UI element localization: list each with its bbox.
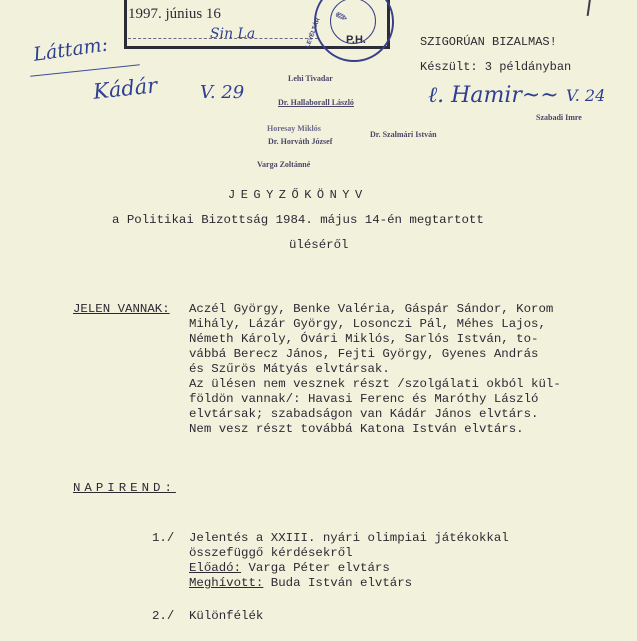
copies-label: Készült: 3 példányban xyxy=(420,60,572,74)
distribution-stamp: Varga Zoltánné xyxy=(257,160,311,169)
invited-label: Meghívott: xyxy=(189,576,264,590)
attendance-line: vábbá Berecz János, Fejti György, Gyenes András xyxy=(189,347,539,361)
invited-name: Buda István elvtárs xyxy=(270,576,413,590)
agenda-label: NAPIREND: xyxy=(73,481,176,495)
distribution-stamp: Dr. Szalmári István xyxy=(370,130,437,139)
attendance-line: és Szűrös Mátyás elvtársak. xyxy=(189,362,390,376)
distribution-stamp: Dr. Horváth József xyxy=(268,137,333,146)
document-title: JEGYZŐKÖNYV xyxy=(228,188,368,202)
seen-underline xyxy=(30,64,140,76)
signer-signature: ℓ. Hamir​~~ xyxy=(428,83,559,108)
absence-line: Az ülésen nem vesznek részt /szolgálati okból kül- xyxy=(189,377,561,391)
presenter-name: Varga Péter elvtárs xyxy=(248,561,390,575)
signer-name-stamp: Szabadi Imre xyxy=(536,113,582,122)
absence-line: Nem vesz részt továbbá Katona István elvtárs. xyxy=(189,422,524,436)
attendance-line: Aczél György, Benke Valéria, Gáspár Sándor, Korom xyxy=(189,302,554,316)
absence-line: földön vannak/: Havasi Ferenc és Maróthy László xyxy=(189,392,539,406)
archive-seal xyxy=(305,0,394,62)
document-subtitle: a Politikai Bizottság 1984. május 14-én megtartott xyxy=(112,213,484,227)
distribution-stamp: Dr. Hallaborall László xyxy=(278,98,354,107)
agenda-item-number: 1./ xyxy=(152,531,175,545)
corner-mark xyxy=(587,0,592,16)
seal-emblem-icon: ✎ xyxy=(333,6,351,30)
agenda-item-title: Különfélék xyxy=(189,609,264,623)
attendance-line: Mihály, Lázár György, Losonczi Pál, Méhes Lajos, xyxy=(189,317,546,331)
invited-row xyxy=(189,576,412,590)
seen-note: Láttam: xyxy=(32,33,110,66)
presenter-label: Előadó: xyxy=(189,561,242,575)
signature-date: V. 24 xyxy=(566,86,606,105)
distribution-stamp: Horesay Miklós xyxy=(267,124,321,133)
document-subtitle-cont: üléséről xyxy=(289,238,349,252)
distribution-stamp: Lehi Tivadar xyxy=(288,74,333,83)
agenda-item-number: 2./ xyxy=(152,609,175,623)
attendance-line: Németh Károly, Óvári Miklós, Sarlós István, to- xyxy=(189,332,539,346)
initials-date: V. 29 xyxy=(200,82,245,103)
agenda-item-title-cont: összefüggő kérdésekről xyxy=(189,546,353,560)
stamp-ph-label: P.H. xyxy=(346,34,366,46)
secrecy-label: SZIGORÚAN BIZALMAS! xyxy=(420,35,557,49)
agenda-item-title: Jelentés a XXIII. nyári olimpiai játékokkal xyxy=(189,531,509,545)
stamp-signature: Sin La xyxy=(210,26,256,42)
attendance-label: JELEN VANNAK: xyxy=(73,302,170,316)
stamp-date: 1997. június 16 xyxy=(128,6,221,22)
initials-note: Kádár xyxy=(92,73,159,104)
seal-text: LEVÉLTÁR xyxy=(305,17,322,49)
presenter-row xyxy=(189,561,390,575)
absence-line: elvtársak; szabadságon van Kádár János elvtárs. xyxy=(189,407,539,421)
